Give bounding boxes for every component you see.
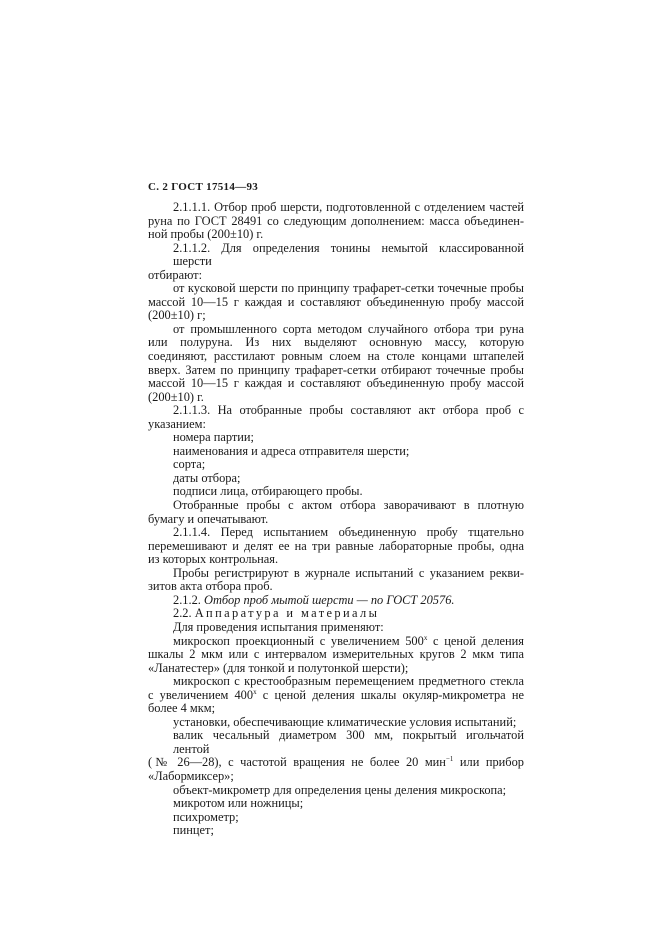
clause-2-1-2: [148, 594, 524, 608]
equipment-projection-microscope-line-3: «Ланатестер» (для тонкой и полутонкой шерсти);: [148, 660, 409, 675]
equipment-carding-roller-line-3: «Лабормиксер»;: [148, 768, 234, 783]
paragraph-industrial-grade-line-4: вверх. Затем по принципу трафарет-сетки отбирают точечные пробы: [148, 362, 524, 377]
equipment-cross-stage-microscope-line-1: микроскоп с крестообразным перемещением предметного стекла: [173, 674, 524, 689]
list-item: номера партии;: [173, 430, 255, 445]
equipment-cross-stage-microscope-line-3: более 4 мкм;: [148, 701, 216, 716]
rotation-unit-superscript: −1: [445, 755, 454, 764]
clause-2-1-1-1-line-2: руна по ГОСТ 28491 со следующим дополнением: масса объединен-: [148, 213, 524, 228]
section-2-2-number: 2.2.: [173, 606, 192, 621]
list-item: пинцет;: [173, 823, 214, 838]
clause-2-1-1-2-line-1: 2.1.1.2. Для определения тонины немытой классированной шерсти: [173, 240, 524, 269]
clause-2-1-1-1-line-1: 2.1.1.1. Отбор проб шерсти, подготовленной с отделением частей: [173, 200, 524, 214]
paragraph-industrial-grade-line-6: (200±10) г.: [148, 389, 204, 404]
list-item: даты отбора;: [173, 470, 241, 485]
clause-2-1-2-number: 2.1.2.: [173, 592, 201, 607]
equipment-carding-roller-line-2: (№ 26—28), с частотой вращения не более 20 мин$^{-1}$ или прибор: [148, 755, 525, 770]
paragraph-equipment-intro: Для проведения испытания применяют:: [173, 619, 384, 634]
clause-2-1-1-4-line-2: перемешивают и делят ее на три равные лабораторные пробы, одна: [148, 538, 524, 553]
paragraph-lump-wool-line-3: (200±10) г;: [148, 308, 206, 323]
paragraph-industrial-grade-line-2: или полуруна. Из них выделяют основную массу, которую: [148, 335, 524, 350]
paragraph-wrapping-line-2: бумагу и опечатывают.: [148, 511, 269, 526]
clause-2-1-1-4-line-1: 2.1.1.4. Перед испытанием объединенную пробу тщательно: [173, 525, 524, 540]
list-item: подписи лица, отбирающего пробы.: [173, 484, 363, 499]
paragraph-wrapping-line-1: Отобранные пробы с актом отбора заворачивают в плотную: [173, 498, 524, 513]
clause-2-1-1-3-line-1: 2.1.1.3. На отобранные пробы составляют акт отбора проб с: [173, 403, 524, 418]
magnification-superscript: х: [253, 687, 257, 696]
list-item: сорта;: [173, 457, 206, 472]
equipment-climate-installations: установки, обеспечивающие климатические условия испытаний;: [173, 714, 517, 729]
paragraph-lump-wool-line-1: от кусковой шерсти по принципу трафарет-сетки точечные пробы: [173, 281, 524, 296]
list-item: микротом или ножницы;: [173, 796, 304, 811]
clause-2-1-1-3-line-2: указанием:: [148, 416, 206, 431]
equipment-projection-microscope-line-1: микроскоп проекционный с увеличением $500^х$ с ценой деления: [173, 633, 524, 648]
paragraph-industrial-grade-line-3: соединяют, расстилают ровным слоем на столе концами штапелей: [148, 349, 524, 364]
clause-2-1-1-1-line-3: ной пробы (200±10) г.: [148, 227, 264, 242]
section-2-2-heading: [148, 607, 524, 621]
paragraph-industrial-grade-line-5: массой 10—15 г каждая и составляют объединенную пробу массой: [148, 376, 524, 391]
page-header: С. 2 ГОСТ 17514—93: [148, 181, 259, 193]
list-item: наименования и адреса отправителя шерсти;: [173, 443, 410, 458]
paragraph-industrial-grade-line-1: от промышленного сорта методом случайного отбора три руна: [173, 321, 524, 336]
clause-2-1-2-text: Отбор проб мытой шерсти — по ГОСТ 20576.: [204, 592, 455, 607]
equipment-carding-roller-line-1: валик чесальный диаметром 300 мм, покрытый игольчатой лентой: [173, 728, 524, 756]
section-2-2-title: Аппаратура и материалы: [194, 606, 380, 621]
document-body: [148, 201, 524, 838]
list-item: объект-микрометр для определения цены деления микроскопа;: [173, 782, 507, 797]
equipment-cross-stage-microscope-line-2: с увеличением $400^х$ с ценой деления шкалы окуляр-микрометра не: [148, 687, 524, 702]
list-item: психрометр;: [173, 809, 239, 824]
paragraph-registration-line-1: Пробы регистрируют в журнале испытаний с указанием рекви-: [173, 565, 524, 580]
paragraph-registration-line-2: зитов акта отбора проб.: [148, 579, 273, 594]
magnification-superscript: х: [423, 633, 428, 642]
equipment-projection-microscope-line-2: шкалы 2 мкм или с интервалом измерительных кругов 2 мкм типа: [148, 647, 524, 662]
clause-2-1-1-4-line-3: из которых контрольная.: [148, 552, 279, 567]
paragraph-lump-wool-line-2: массой 10—15 г каждая и составляют объединенную пробу массой: [148, 294, 524, 309]
clause-2-1-1-2-line-2: отбирают:: [148, 267, 203, 282]
